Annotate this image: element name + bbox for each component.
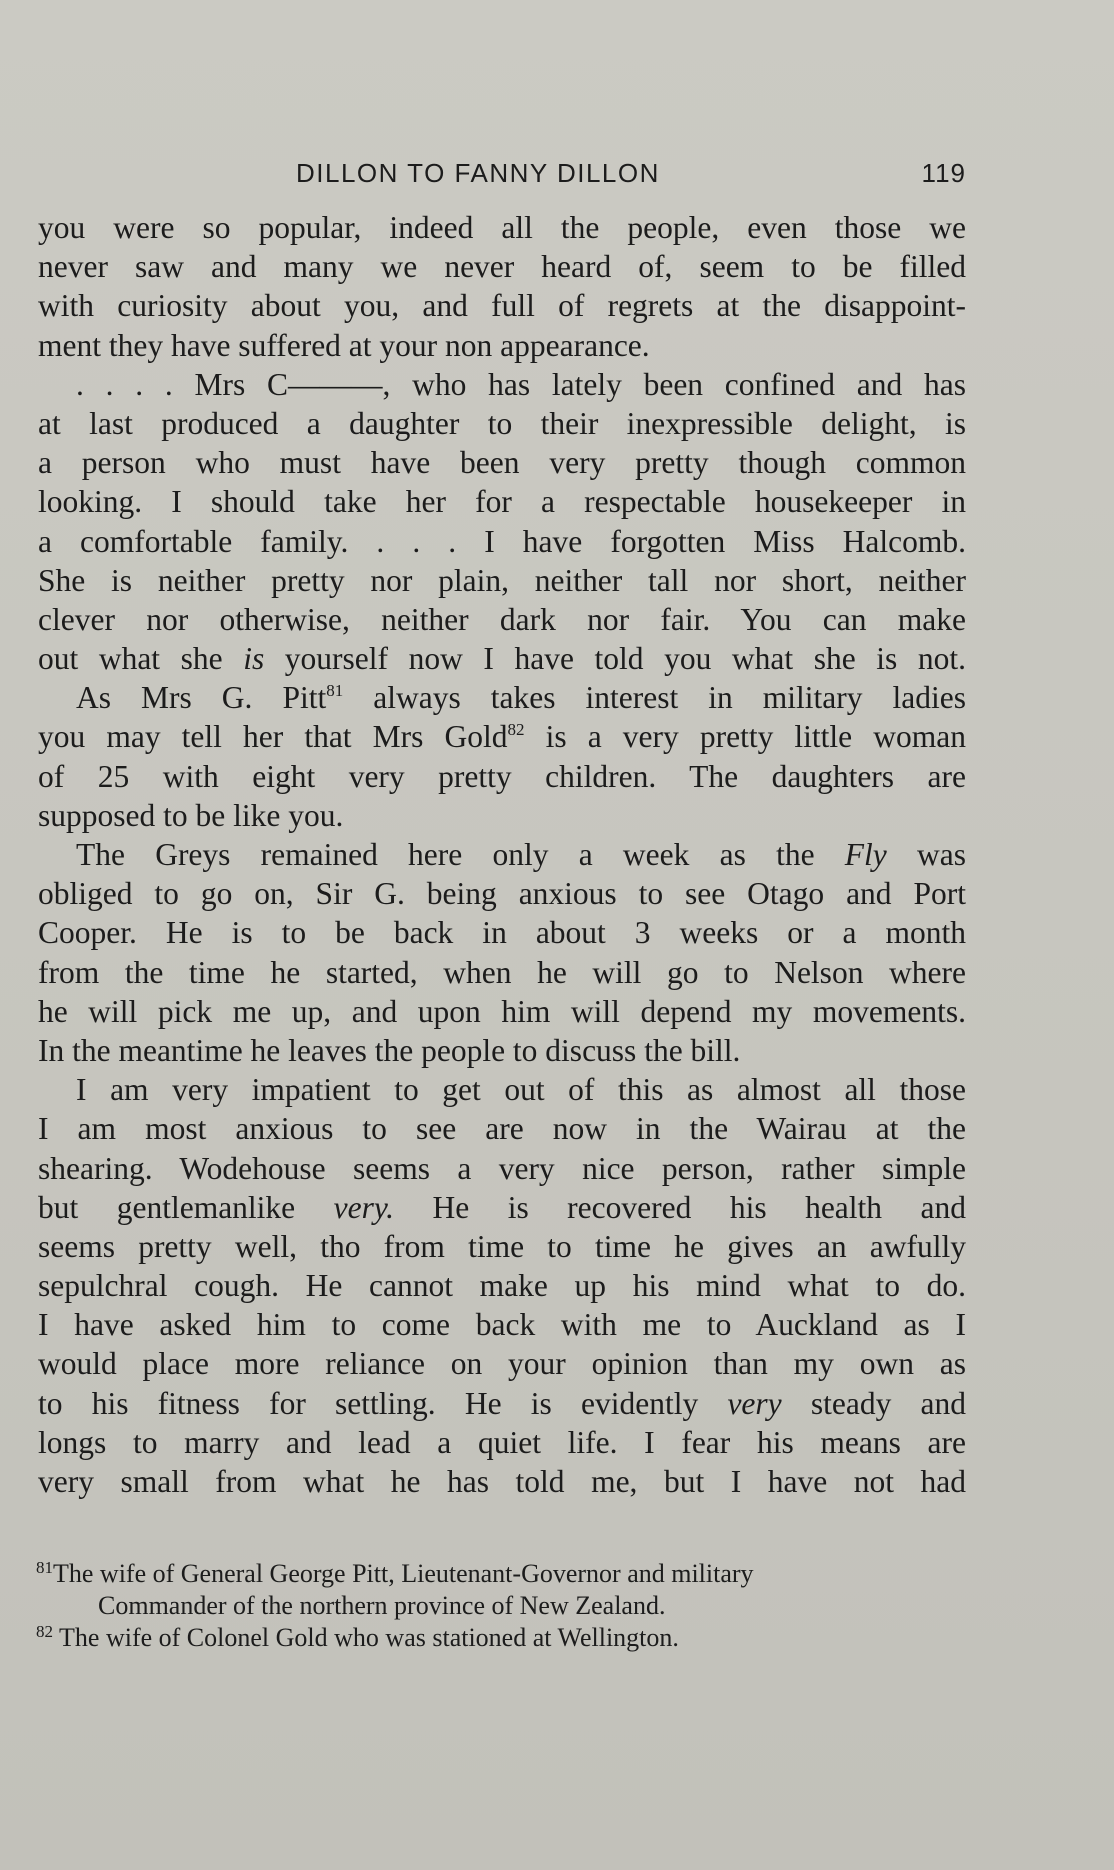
text-run: was bbox=[886, 837, 966, 872]
footnote-text: The wife of General George Pitt, Lieutenant-Governor and military bbox=[53, 1559, 754, 1588]
text-line: very small from what he has told me, but I have not had bbox=[38, 1464, 966, 1499]
text-line: I have asked him to come back with me to Auckland as I bbox=[38, 1307, 966, 1343]
text-line: he will pick me up, and upon him will depend my movements. bbox=[38, 993, 966, 1029]
footnote-ref[interactable]: 81 bbox=[326, 681, 344, 701]
text-line bbox=[38, 678, 966, 717]
text-run: He is recovered his health and bbox=[394, 1189, 966, 1225]
footnote-number: 81 bbox=[36, 1558, 53, 1577]
page-header bbox=[38, 158, 966, 192]
text-line: She is neither pretty nor plain, neither tall nor short, neither bbox=[38, 562, 966, 598]
text-line bbox=[38, 717, 966, 756]
text-line: longs to marry and lead a quiet life. I fear his means are bbox=[38, 1424, 966, 1460]
text-line: . . . . Mrs C———, who has lately been confined and has bbox=[76, 366, 966, 402]
italic-run: very. bbox=[333, 1189, 394, 1225]
text-line: never saw and many we never heard of, seem to be filled bbox=[38, 249, 966, 285]
text-run: you may tell her that Mrs Gold bbox=[38, 719, 508, 755]
running-head: DILLON TO FANNY DILLON bbox=[296, 158, 660, 188]
page-number: 119 bbox=[921, 158, 966, 188]
text-run: is a very pretty little woman bbox=[524, 719, 966, 755]
text-line: a comfortable family. . . . I have forgotten Miss Halcomb. bbox=[38, 523, 966, 559]
text-line: I am very impatient to get out of this as almost all those bbox=[76, 1072, 966, 1108]
text-run: yourself now I have told you what she is not. bbox=[264, 641, 966, 677]
italic-run: Fly bbox=[844, 837, 887, 872]
text-line bbox=[38, 639, 966, 678]
text-line: seems pretty well, tho from time to time he gives an awfully bbox=[38, 1228, 966, 1264]
text-line: looking. I should take her for a respectable housekeeper in bbox=[38, 484, 966, 520]
text-run: to his fitness for settling. He is evidently bbox=[38, 1385, 728, 1421]
text-line bbox=[38, 835, 966, 874]
text-line: obliged to go on, Sir G. being anxious to see Otago and Port bbox=[38, 876, 966, 912]
text-line bbox=[38, 1188, 966, 1227]
text-run: As Mrs G. Pitt bbox=[76, 680, 327, 716]
text-run: but gentlemanlike bbox=[38, 1189, 334, 1225]
italic-run: is bbox=[243, 641, 265, 677]
text-run: The Greys remained here only a week as the bbox=[76, 837, 845, 872]
footnote-text: The wife of Colonel Gold who was stationed at Wellington. bbox=[53, 1623, 679, 1652]
footnote-81 bbox=[36, 1558, 966, 1590]
text-line bbox=[38, 1384, 966, 1423]
footnote-82 bbox=[36, 1622, 966, 1654]
text-line: ment they have suffered at your non appearance. bbox=[38, 327, 650, 363]
text-line: a person who must have been very pretty though common bbox=[38, 445, 966, 481]
text-line: sepulchral cough. He cannot make up his mind what to do. bbox=[38, 1268, 966, 1304]
text-line: would place more reliance on your opinion than my own as bbox=[38, 1346, 966, 1382]
text-line: I am most anxious to see are now in the Wairau at the bbox=[38, 1111, 966, 1147]
text-line: clever nor otherwise, neither dark nor fair. You can make bbox=[38, 601, 966, 637]
text-line: Cooper. He is to be back in about 3 weeks or a month bbox=[38, 915, 966, 951]
text-line: supposed to be like you. bbox=[38, 797, 344, 833]
text-run: always takes interest in military ladies bbox=[343, 680, 966, 716]
footnote-number: 82 bbox=[36, 1622, 53, 1641]
text-run: out what she bbox=[38, 641, 244, 677]
text-line: In the meantime he leaves the people to discuss the bill. bbox=[38, 1032, 741, 1068]
text-line: shearing. Wodehouse seems a very nice person, rather simple bbox=[38, 1150, 966, 1186]
text-run: steady and bbox=[781, 1385, 966, 1421]
text-line: with curiosity about you, and full of regrets at the disappoint- bbox=[38, 288, 966, 324]
text-line: you were so popular, indeed all the people, even those we bbox=[38, 210, 966, 245]
text-line: at last produced a daughter to their inexpressible delight, is bbox=[38, 405, 966, 441]
body-text bbox=[38, 208, 966, 1501]
footnote-ref[interactable]: 82 bbox=[507, 720, 525, 740]
italic-run: very bbox=[727, 1385, 782, 1421]
footnotes bbox=[36, 1558, 966, 1654]
footnote-81-continued: Commander of the northern province of New Zealand. bbox=[98, 1591, 666, 1620]
text-line: of 25 with eight very pretty children. The daughters are bbox=[38, 758, 966, 794]
text-line: from the time he started, when he will go to Nelson where bbox=[38, 954, 966, 990]
